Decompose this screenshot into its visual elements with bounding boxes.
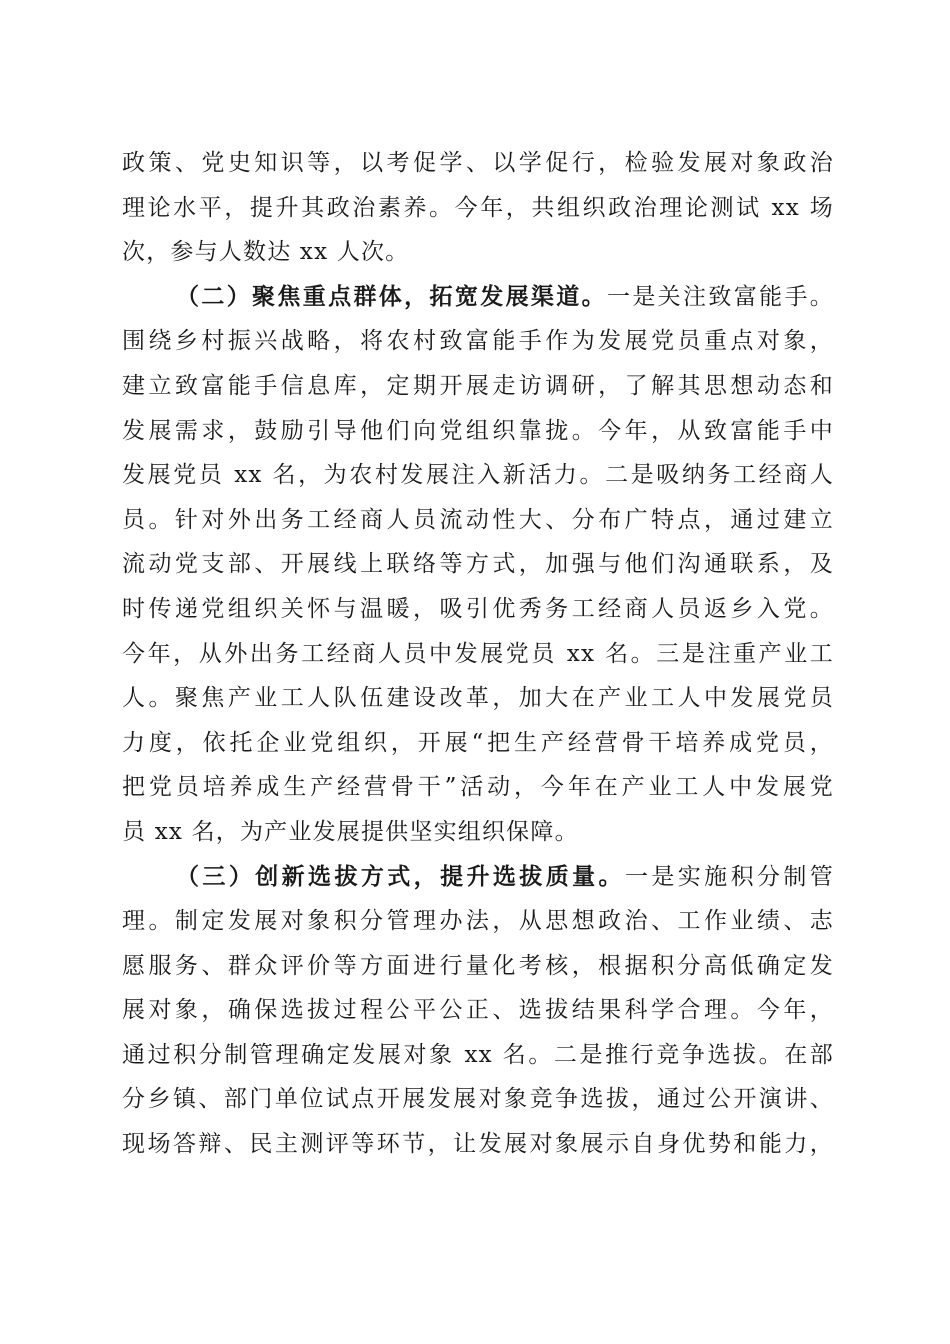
section-3-lead: 一是实施积分制管 [624, 863, 834, 890]
text-line: 流动党支部、开展线上联络等方式，加强与他们沟通联系，及 [122, 551, 834, 578]
section-2-first-line [122, 275, 834, 320]
text-line: 员。针对外出务工经商人员流动性大、分布广特点，通过建立 [122, 506, 834, 533]
section-2-heading: （二）聚焦重点群体，拓宽发展渠道。 [176, 283, 607, 310]
text-line: 理论水平，提升其政治素养。今年，共组织政治理论测试 xx 场 [122, 194, 834, 221]
text-line: 发展党员 xx 名，为农村发展注入新活力。二是吸纳务工经商人 [122, 462, 834, 489]
text-line: 时传递党组织关怀与温暖，吸引优秀务工经商人员返乡入党。 [122, 595, 834, 622]
text-line: 人。聚焦产业工人队伍建设改革，加大在产业工人中发展党员 [122, 685, 834, 712]
text-line: 理。制定发展对象积分管理办法，从思想政治、工作业绩、志 [122, 908, 834, 935]
text-line: 分乡镇、部门单位试点开展发展对象竞争选拔，通过公开演讲、 [122, 1086, 834, 1113]
text-line: 把党员培养成生产经营骨干”活动，今年在产业工人中发展党 [122, 774, 834, 801]
section-3-first-line [122, 855, 834, 900]
text-line: 发展需求，鼓励引导他们向党组织靠拢。今年，从致富能手中 [122, 417, 834, 444]
text-line: 愿服务、群众评价等方面进行量化考核，根据积分高低确定发 [122, 952, 834, 979]
text-line: 政策、党史知识等，以考促学、以学促行，检验发展对象政治 [122, 150, 834, 176]
section-3-heading: （三）创新选拔方式，提升选拔质量。 [176, 863, 625, 890]
text-line: 员 xx 名，为产业发展提供坚实组织保障。 [122, 818, 579, 845]
section-2-lead: 一是关注致富能手。 [606, 283, 834, 310]
text-line: 今年，从外出务工经商人员中发展党员 xx 名。三是注重产业工 [122, 640, 834, 667]
body-text [122, 141, 834, 1167]
text-line: 现场答辩、民主测评等环节，让发展对象展示自身优势和能力， [122, 1131, 834, 1158]
text-line: 次，参与人数达 xx 人次。 [122, 239, 410, 266]
text-line: 通过积分制管理确定发展对象 xx 名。二是推行竞争选拔。在部 [122, 1041, 834, 1068]
text-line: 建立致富能手信息库，定期开展走访调研，了解其思想动态和 [122, 372, 834, 399]
text-line: 围绕乡村振兴战略，将农村致富能手作为发展党员重点对象， [122, 328, 834, 355]
text-line: 展对象，确保选拔过程公平公正、选拔结果科学合理。今年， [122, 997, 834, 1024]
text-line: 力度，依托企业党组织，开展“把生产经营骨干培养成党员， [122, 729, 834, 756]
